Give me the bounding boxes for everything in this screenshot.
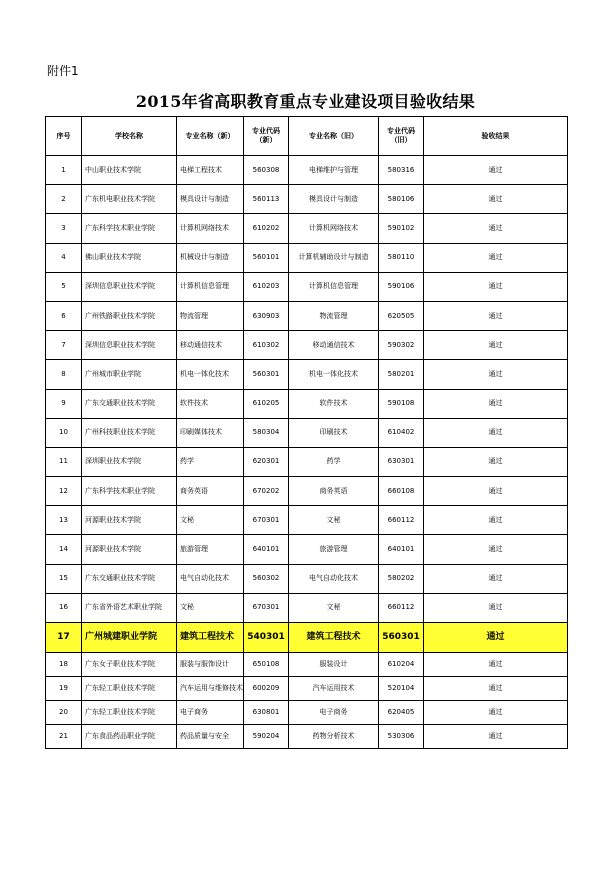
cell-code-old: 610204 (379, 653, 424, 677)
cell-code-old: 580316 (379, 156, 424, 185)
cell-code-old: 590102 (379, 214, 424, 243)
cell-major-new: 物流管理 (177, 301, 244, 330)
cell-code-old: 630301 (379, 447, 424, 476)
cell-result: 通过 (424, 677, 568, 701)
cell-major-old: 计算机辅助设计与制造 (289, 243, 379, 272)
cell-code-new: 590204 (244, 725, 289, 749)
cell-major-old: 药学 (289, 447, 379, 476)
cell-major-old: 机电一体化技术 (289, 360, 379, 389)
cell-code-old: 660112 (379, 593, 424, 622)
cell-result: 通过 (424, 564, 568, 593)
cell-code-old: 590106 (379, 272, 424, 301)
cell-result: 通过 (424, 593, 568, 622)
table-row (46, 477, 568, 506)
cell-code-old: 620505 (379, 301, 424, 330)
header-result: 验收结果 (424, 117, 568, 156)
cell-major-old: 建筑工程技术 (289, 623, 379, 653)
cell-code-old: 580106 (379, 185, 424, 214)
cell-major-new: 药学 (177, 447, 244, 476)
table-row (46, 677, 568, 701)
cell-major-new: 电子商务 (177, 701, 244, 725)
header-major-new: 专业名称（新） (177, 117, 244, 156)
cell-major-new: 药品质量与安全 (177, 725, 244, 749)
table-row (46, 447, 568, 476)
cell-major-new: 建筑工程技术 (177, 623, 244, 653)
cell-major-new: 计算机信息管理 (177, 272, 244, 301)
cell-seq: 5 (46, 272, 82, 301)
cell-major-old: 电子商务 (289, 701, 379, 725)
cell-school: 广州城市职业学院 (82, 360, 177, 389)
header-code-new: 专业代码（新） (244, 117, 289, 156)
cell-major-old: 药物分析技术 (289, 725, 379, 749)
cell-major-new: 文秘 (177, 506, 244, 535)
cell-seq: 14 (46, 535, 82, 564)
cell-seq: 7 (46, 331, 82, 360)
cell-code-old: 660108 (379, 477, 424, 506)
cell-school: 深圳职业技术学院 (82, 447, 177, 476)
cell-seq: 20 (46, 701, 82, 725)
cell-seq: 1 (46, 156, 82, 185)
cell-code-old: 590302 (379, 331, 424, 360)
cell-code-new: 540301 (244, 623, 289, 653)
cell-major-new: 印刷媒体技术 (177, 418, 244, 447)
cell-result: 通过 (424, 214, 568, 243)
cell-school: 广东省外语艺术职业学院 (82, 593, 177, 622)
cell-school: 广东食品药品职业学院 (82, 725, 177, 749)
cell-school: 广州城建职业学院 (82, 623, 177, 653)
cell-code-new: 610202 (244, 214, 289, 243)
cell-seq: 3 (46, 214, 82, 243)
cell-major-old: 印刷技术 (289, 418, 379, 447)
header-seq: 序号 (46, 117, 82, 156)
cell-seq: 21 (46, 725, 82, 749)
cell-result: 通过 (424, 360, 568, 389)
cell-major-new: 旅游管理 (177, 535, 244, 564)
cell-major-new: 商务英语 (177, 477, 244, 506)
cell-result: 通过 (424, 331, 568, 360)
cell-major-new: 电梯工程技术 (177, 156, 244, 185)
header-code-old: 专业代码（旧） (379, 117, 424, 156)
cell-code-old: 580110 (379, 243, 424, 272)
cell-major-old: 电气自动化技术 (289, 564, 379, 593)
cell-major-old: 移动通信技术 (289, 331, 379, 360)
header-major-old: 专业名称（旧） (289, 117, 379, 156)
cell-code-old: 580202 (379, 564, 424, 593)
cell-code-old: 580201 (379, 360, 424, 389)
cell-major-new: 机电一体化技术 (177, 360, 244, 389)
cell-seq: 15 (46, 564, 82, 593)
cell-result: 通过 (424, 272, 568, 301)
cell-code-old: 610402 (379, 418, 424, 447)
cell-code-new: 620301 (244, 447, 289, 476)
cell-seq: 6 (46, 301, 82, 330)
cell-result: 通过 (424, 623, 568, 653)
cell-school: 中山职业技术学院 (82, 156, 177, 185)
table-row (46, 360, 568, 389)
cell-seq: 13 (46, 506, 82, 535)
cell-code-new: 580304 (244, 418, 289, 447)
cell-code-new: 650108 (244, 653, 289, 677)
cell-school: 佛山职业技术学院 (82, 243, 177, 272)
cell-seq: 9 (46, 389, 82, 418)
cell-school: 深圳信息职业技术学院 (82, 331, 177, 360)
cell-code-new: 610205 (244, 389, 289, 418)
cell-result: 通过 (424, 301, 568, 330)
cell-code-old: 560301 (379, 623, 424, 653)
cell-result: 通过 (424, 477, 568, 506)
attachment-label: 附件1 (47, 64, 79, 78)
cell-major-new: 计算机网络技术 (177, 214, 244, 243)
header-school: 学校名称 (82, 117, 177, 156)
cell-school: 广东机电职业技术学院 (82, 185, 177, 214)
cell-major-new: 电气自动化技术 (177, 564, 244, 593)
table-row (46, 272, 568, 301)
cell-result: 通过 (424, 653, 568, 677)
cell-code-old: 620405 (379, 701, 424, 725)
cell-school: 广东轻工职业技术学院 (82, 677, 177, 701)
cell-code-old: 520104 (379, 677, 424, 701)
cell-code-new: 670301 (244, 506, 289, 535)
cell-seq: 2 (46, 185, 82, 214)
cell-school: 深圳信息职业技术学院 (82, 272, 177, 301)
table-row (46, 701, 568, 725)
cell-code-new: 560113 (244, 185, 289, 214)
cell-result: 通过 (424, 701, 568, 725)
cell-major-old: 文秘 (289, 506, 379, 535)
table-row (46, 301, 568, 330)
cell-major-new: 文秘 (177, 593, 244, 622)
cell-seq: 4 (46, 243, 82, 272)
table-header-row (46, 117, 568, 156)
cell-major-old: 模具设计与制造 (289, 185, 379, 214)
cell-result: 通过 (424, 447, 568, 476)
cell-seq: 11 (46, 447, 82, 476)
cell-school: 广东交通职业技术学院 (82, 389, 177, 418)
cell-seq: 16 (46, 593, 82, 622)
cell-code-new: 600209 (244, 677, 289, 701)
table-row (46, 243, 568, 272)
cell-result: 通过 (424, 185, 568, 214)
cell-result: 通过 (424, 243, 568, 272)
table-row (46, 156, 568, 185)
cell-code-old: 590108 (379, 389, 424, 418)
table-row (46, 506, 568, 535)
cell-code-old: 660112 (379, 506, 424, 535)
cell-major-new: 模具设计与制造 (177, 185, 244, 214)
cell-major-old: 软件技术 (289, 389, 379, 418)
cell-seq: 12 (46, 477, 82, 506)
cell-result: 通过 (424, 156, 568, 185)
table-row (46, 593, 568, 622)
cell-major-old: 服装设计 (289, 653, 379, 677)
cell-school: 河源职业技术学院 (82, 535, 177, 564)
table-row (46, 214, 568, 243)
cell-code-new: 560301 (244, 360, 289, 389)
cell-major-old: 汽车运用技术 (289, 677, 379, 701)
cell-seq: 8 (46, 360, 82, 389)
cell-school: 广州科技职业技术学院 (82, 418, 177, 447)
results-table (45, 116, 568, 749)
cell-code-new: 640101 (244, 535, 289, 564)
cell-school: 广东科学技术职业学院 (82, 477, 177, 506)
table-row (46, 725, 568, 749)
cell-code-new: 560101 (244, 243, 289, 272)
table-row (46, 331, 568, 360)
page-title: 2015年省高职教育重点专业建设项目验收结果 (135, 92, 476, 111)
cell-major-old: 计算机网络技术 (289, 214, 379, 243)
cell-major-new: 移动通信技术 (177, 331, 244, 360)
cell-school: 广州铁路职业技术学院 (82, 301, 177, 330)
cell-code-new: 670301 (244, 593, 289, 622)
cell-major-new: 汽车运用与维修技术 (177, 677, 244, 701)
cell-school: 广东女子职业技术学院 (82, 653, 177, 677)
cell-result: 通过 (424, 418, 568, 447)
cell-seq: 17 (46, 623, 82, 653)
table-row (46, 535, 568, 564)
cell-result: 通过 (424, 389, 568, 418)
cell-code-old: 530306 (379, 725, 424, 749)
cell-major-old: 电梯维护与管理 (289, 156, 379, 185)
cell-major-new: 服装与服饰设计 (177, 653, 244, 677)
cell-code-new: 670202 (244, 477, 289, 506)
cell-major-old: 物流管理 (289, 301, 379, 330)
cell-major-old: 旅游管理 (289, 535, 379, 564)
cell-seq: 18 (46, 653, 82, 677)
cell-code-new: 560302 (244, 564, 289, 593)
cell-code-new: 610302 (244, 331, 289, 360)
table-row (46, 653, 568, 677)
cell-major-new: 机械设计与制造 (177, 243, 244, 272)
cell-seq: 19 (46, 677, 82, 701)
cell-code-new: 630903 (244, 301, 289, 330)
cell-result: 通过 (424, 506, 568, 535)
table-row (46, 389, 568, 418)
cell-school: 河源职业技术学院 (82, 506, 177, 535)
cell-seq: 10 (46, 418, 82, 447)
table-row (46, 185, 568, 214)
cell-result: 通过 (424, 535, 568, 564)
cell-major-old: 计算机信息管理 (289, 272, 379, 301)
cell-code-new: 630801 (244, 701, 289, 725)
cell-major-old: 文秘 (289, 593, 379, 622)
cell-major-old: 商务英语 (289, 477, 379, 506)
table-row (46, 564, 568, 593)
cell-school: 广东科学技术职业学院 (82, 214, 177, 243)
cell-school: 广东交通职业技术学院 (82, 564, 177, 593)
cell-major-new: 软件技术 (177, 389, 244, 418)
cell-code-new: 560308 (244, 156, 289, 185)
table-row (46, 623, 568, 653)
cell-code-old: 640101 (379, 535, 424, 564)
cell-result: 通过 (424, 725, 568, 749)
cell-code-new: 610203 (244, 272, 289, 301)
cell-school: 广东轻工职业技术学院 (82, 701, 177, 725)
table-row (46, 418, 568, 447)
